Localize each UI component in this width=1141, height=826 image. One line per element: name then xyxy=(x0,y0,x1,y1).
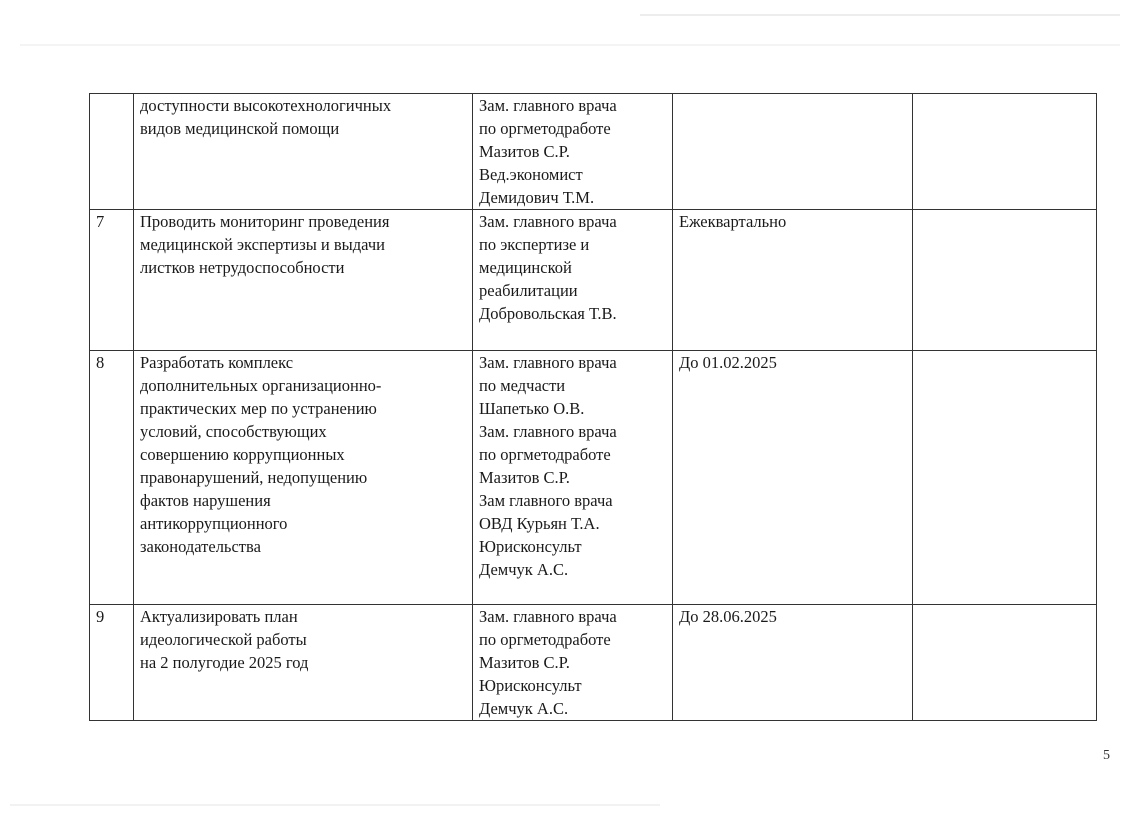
note-cell xyxy=(913,210,1097,351)
responsible-line: реабилитации xyxy=(479,281,578,300)
responsible-line: Демидович Т.М. xyxy=(479,188,595,207)
task-line: Проводить мониторинг проведения xyxy=(140,212,390,231)
responsible-line: Юрисконсульт xyxy=(479,537,582,556)
responsible-cell xyxy=(473,210,673,351)
task-cell xyxy=(134,210,473,351)
task-line: условий, способствующих xyxy=(140,422,327,441)
responsible-line: Зам главного врача xyxy=(479,491,613,510)
task-cell xyxy=(134,94,473,210)
task-line: Актуализировать план xyxy=(140,607,298,626)
row-number-cell: 7 xyxy=(90,210,134,351)
table-row xyxy=(90,351,1097,605)
action-plan-table xyxy=(89,93,1097,721)
responsible-line: по оргметодработе xyxy=(479,630,611,649)
task-line: антикоррупционного xyxy=(140,514,288,533)
task-line: законодательства xyxy=(140,537,261,556)
responsible-line: Демчук А.С. xyxy=(479,699,569,718)
responsible-line: Мазитов С.Р. xyxy=(479,142,570,161)
task-cell xyxy=(134,351,473,605)
responsible-line: Юрисконсульт xyxy=(479,676,582,695)
term-cell: До 01.02.2025 xyxy=(673,351,913,605)
responsible-line: Зам. главного врача xyxy=(479,607,617,626)
scan-artifact xyxy=(640,14,1120,16)
responsible-line: Демчук А.С. xyxy=(479,560,569,579)
responsible-line: Зам. главного врача xyxy=(479,353,617,372)
responsible-line: Зам. главного врача xyxy=(479,422,617,441)
task-line: совершению коррупционных xyxy=(140,445,345,464)
responsible-line: Мазитов С.Р. xyxy=(479,653,570,672)
term-cell: До 28.06.2025 xyxy=(673,605,913,721)
page-number: 5 xyxy=(1103,748,1110,763)
task-line: фактов нарушения xyxy=(140,491,271,510)
responsible-cell xyxy=(473,605,673,721)
task-line: правонарушений, недопущению xyxy=(140,468,368,487)
task-line: листков нетрудоспособности xyxy=(140,258,345,277)
task-cell xyxy=(134,605,473,721)
row-number-cell: 8 xyxy=(90,351,134,605)
responsible-cell xyxy=(473,351,673,605)
task-line: доступности высокотехнологичных xyxy=(140,96,392,115)
task-line: на 2 полугодие 2025 год xyxy=(140,653,309,672)
responsible-line: Зам. главного врача xyxy=(479,212,617,231)
task-line: практических мер по устранению xyxy=(140,399,377,418)
responsible-line: медицинской xyxy=(479,258,572,277)
responsible-line: Зам. главного врача xyxy=(479,96,617,115)
scan-artifact xyxy=(10,804,660,806)
responsible-line: Добровольская Т.В. xyxy=(479,304,617,323)
term-cell: Ежеквартально xyxy=(673,210,913,351)
scan-artifact xyxy=(20,44,1120,46)
task-line: медицинской экспертизы и выдачи xyxy=(140,235,385,254)
responsible-line: Шапетько О.В. xyxy=(479,399,585,418)
table-row xyxy=(90,605,1097,721)
task-line: дополнительных организационно- xyxy=(140,376,382,395)
task-line: видов медицинской помощи xyxy=(140,119,340,138)
row-number-cell xyxy=(90,94,134,210)
responsible-line: по оргметодработе xyxy=(479,445,611,464)
responsible-line: по экспертизе и xyxy=(479,235,590,254)
note-cell xyxy=(913,94,1097,210)
responsible-line: ОВД Курьян Т.А. xyxy=(479,514,600,533)
term-cell xyxy=(673,94,913,210)
table-row xyxy=(90,210,1097,351)
table-row xyxy=(90,94,1097,210)
task-line: идеологической работы xyxy=(140,630,307,649)
responsible-line: по медчасти xyxy=(479,376,566,395)
note-cell xyxy=(913,351,1097,605)
task-line: Разработать комплекс xyxy=(140,353,294,372)
responsible-line: Вед.экономист xyxy=(479,165,583,184)
responsible-line: Мазитов С.Р. xyxy=(479,468,570,487)
row-number-cell: 9 xyxy=(90,605,134,721)
responsible-cell xyxy=(473,94,673,210)
responsible-line: по оргметодработе xyxy=(479,119,611,138)
note-cell xyxy=(913,605,1097,721)
